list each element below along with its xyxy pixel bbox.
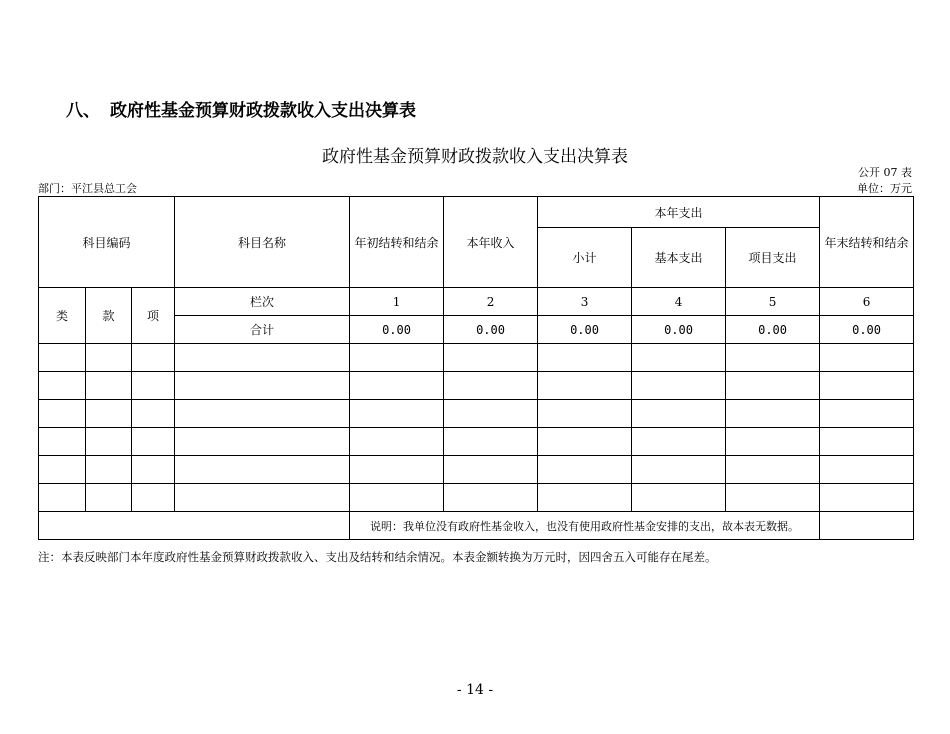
header-subtotal: 小计 <box>538 228 632 288</box>
table-note: 说明：我单位没有政府性基金收入，也没有使用政府性基金安排的支出，故本表无数据。 <box>350 512 820 540</box>
column-number: 3 <box>538 288 632 316</box>
column-index-label: 栏次 <box>175 288 350 316</box>
unit-label: 单位：万元 <box>857 182 912 195</box>
table-code: 公开 07 表 <box>858 166 912 179</box>
total-value: 0.00 <box>632 316 726 344</box>
empty-row <box>39 456 914 484</box>
empty-row <box>39 400 914 428</box>
column-number: 6 <box>820 288 914 316</box>
total-label: 合计 <box>175 316 350 344</box>
section-heading <box>66 96 416 121</box>
section-number: 八、 <box>66 101 100 121</box>
total-value: 0.00 <box>538 316 632 344</box>
empty-row <box>39 344 914 372</box>
header-project-expense: 项目支出 <box>726 228 820 288</box>
page-number: - 14 - <box>456 682 494 698</box>
empty-row <box>39 484 914 512</box>
column-number: 5 <box>726 288 820 316</box>
column-number: 1 <box>350 288 444 316</box>
table-title: 政府性基金预算财政拨款收入支出决算表 <box>322 147 628 167</box>
header-opening-balance: 年初结转和结余 <box>350 197 444 288</box>
total-value: 0.00 <box>444 316 538 344</box>
header-section: 款 <box>86 288 132 344</box>
total-value: 0.00 <box>350 316 444 344</box>
header-item: 项 <box>132 288 175 344</box>
header-subject-name: 科目名称 <box>175 197 350 288</box>
footnote: 注：本表反映部门本年度政府性基金预算财政拨款收入、支出及结转和结余情况。本表金额转换为万元时，因四舍五入可能存在尾差。 <box>38 550 717 564</box>
department-label: 部门：平江县总工会 <box>38 182 137 195</box>
header-current-income: 本年收入 <box>444 197 538 288</box>
total-value: 0.00 <box>726 316 820 344</box>
column-number: 2 <box>444 288 538 316</box>
empty-row <box>39 428 914 456</box>
budget-table <box>38 196 914 540</box>
header-closing-balance: 年末结转和结余 <box>820 197 914 288</box>
note-row <box>39 512 914 540</box>
column-number: 4 <box>632 288 726 316</box>
header-current-expense: 本年支出 <box>538 197 820 228</box>
header-category: 类 <box>39 288 86 344</box>
total-value: 0.00 <box>820 316 914 344</box>
header-subject-code: 科目编码 <box>39 197 175 288</box>
empty-row <box>39 372 914 400</box>
header-basic-expense: 基本支出 <box>632 228 726 288</box>
section-heading-text: 政府性基金预算财政拨款收入支出决算表 <box>110 101 416 121</box>
